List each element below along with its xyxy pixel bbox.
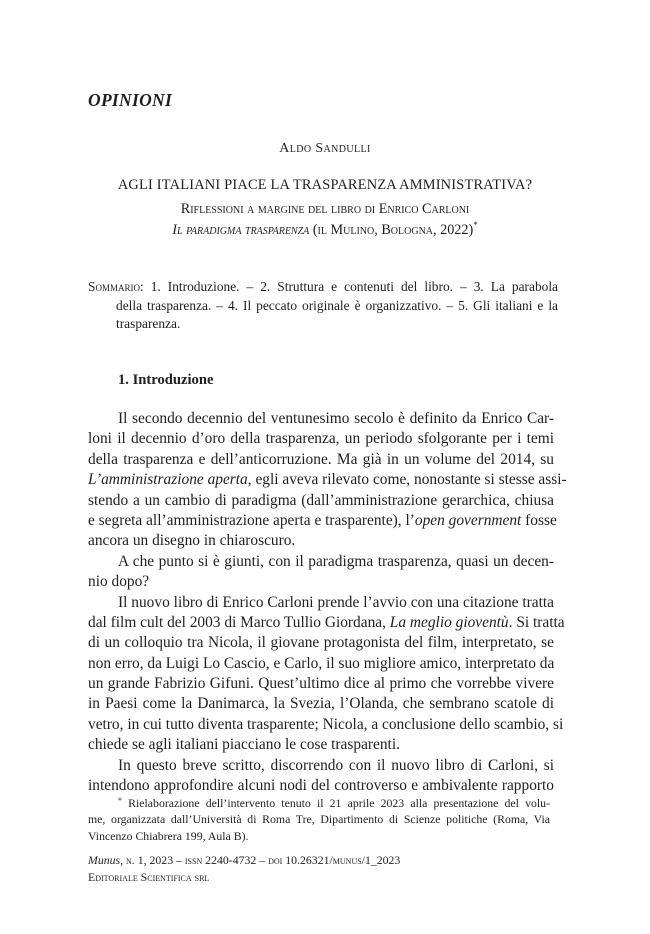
journal-publisher: Editoriale Scientifica srl <box>88 870 210 884</box>
author-name: Aldo Sandulli <box>279 141 371 156</box>
body-line: In questo breve scritto, discorrendo con il nuovo libro di Carloni, si <box>118 756 554 774</box>
title-footnote-mark[interactable]: * <box>473 220 478 230</box>
summary <box>88 278 558 334</box>
book-title-inline: L’amministrazione aperta <box>88 471 248 489</box>
summary-line: Sommario: 1. Introduzione. – 2. Struttura e contenuti del libro. – 3. La parabola <box>88 279 558 294</box>
body-line: in Paesi come la Danimarca, la Svezia, l’Olanda, che sembrano scatole di <box>88 695 554 713</box>
article-title: AGLI ITALIANI PIACE LA TRASPARENZA AMMINISTRATIVA? <box>117 177 533 193</box>
body-line: non erro, da Luigi Lo Cascio, e Carlo, il suo migliore amico, interpretato da <box>88 654 555 672</box>
body-line: dal film cult del 2003 di Marco Tullio Giordana, La meglio gioventù. Si tratta <box>88 613 565 631</box>
book-title: Il paradigma trasparenza <box>172 222 310 238</box>
body-line: un grande Fabrizio Gifuni. Quest’ultimo dice al primo che vorrebbe vivere <box>88 675 554 693</box>
body-line: Il nuovo libro di Enrico Carloni prende l’avvio con una citazione tratta <box>118 593 554 611</box>
term-inline: open government <box>414 511 522 529</box>
book-publisher: (il Mulino, Bologna, 2022) <box>309 222 474 238</box>
body-line: e segreta all’amministrazione aperta e trasparente), l’open government fosse <box>88 511 557 529</box>
footnote-line: Vincenzo Chiabrera 199, Aula B). <box>88 828 249 843</box>
body-line: loni il decennio d’oro della trasparenza, un periodo sfolgorante per i temi <box>88 430 554 448</box>
journal-name: Munus <box>88 853 121 867</box>
body-text <box>88 409 567 796</box>
footnote-line: * Rielaborazione dell’intervento tenuto il 21 aprile 2023 alla presentazione del volu- <box>118 796 550 810</box>
body-line: nio dopo? <box>88 573 150 591</box>
body-line: ancora un disegno in chiaroscuro. <box>88 532 296 550</box>
journal-citation <box>88 852 400 869</box>
section-heading: 1. Introduzione <box>118 372 214 388</box>
body-line: A che punto si è giunti, con il paradigma trasparenza, quasi un decen- <box>118 552 554 570</box>
body-line: di un colloquio tra Nicola, il giovane protagonista del film, interpretato, se <box>88 634 554 652</box>
footnote-line: me, organizzata dall’Università di Roma Tre, Dipartimento di Scienze politiche (Roma, Via <box>88 812 550 827</box>
section-label: OPINIONI <box>88 90 173 110</box>
body-line: Il secondo decennio del ventunesimo secolo è definito da Enrico Car- <box>118 410 554 427</box>
summary-label: Sommario <box>88 279 140 294</box>
article-subtitle: Riflessioni a margine del libro di Enrico Carloni <box>180 201 470 217</box>
summary-line: trasparenza. <box>116 316 181 331</box>
body-line: L’amministrazione aperta, egli aveva rilevato come, nonostante si stesse assi- <box>88 471 567 489</box>
journal-info <box>88 852 400 886</box>
body-line: vetro, in cui tutto diventa trasparente; Nicola, a conclusione dello scambio, si <box>88 715 564 733</box>
body-line: chiede se agli italiani piacciano le cose trasparenti. <box>88 736 400 754</box>
summary-line: della trasparenza. – 4. Il peccato originale è organizzativo. – 5. Gli italiani e la <box>116 297 558 313</box>
body-line: stendo a un cambio di paradigma (dall’amministrazione gerarchica, chiusa <box>88 491 554 509</box>
body-line: della trasparenza e dell’anticorruzione. Ma già in un volume del 2014, su <box>88 450 554 468</box>
footnote <box>88 793 550 844</box>
footnote-mark: * <box>118 796 122 805</box>
film-title-inline: La meglio gioventù <box>389 613 509 631</box>
article-subtitle-book <box>0 220 650 239</box>
journal-issue: , n. 1, 2023 – issn 2240-4732 – doi 10.26321/munus/1_2023 <box>120 853 401 867</box>
body-line: intendono approfondire alcuni nodi del controverso e ambivalente rapporto <box>88 777 554 795</box>
